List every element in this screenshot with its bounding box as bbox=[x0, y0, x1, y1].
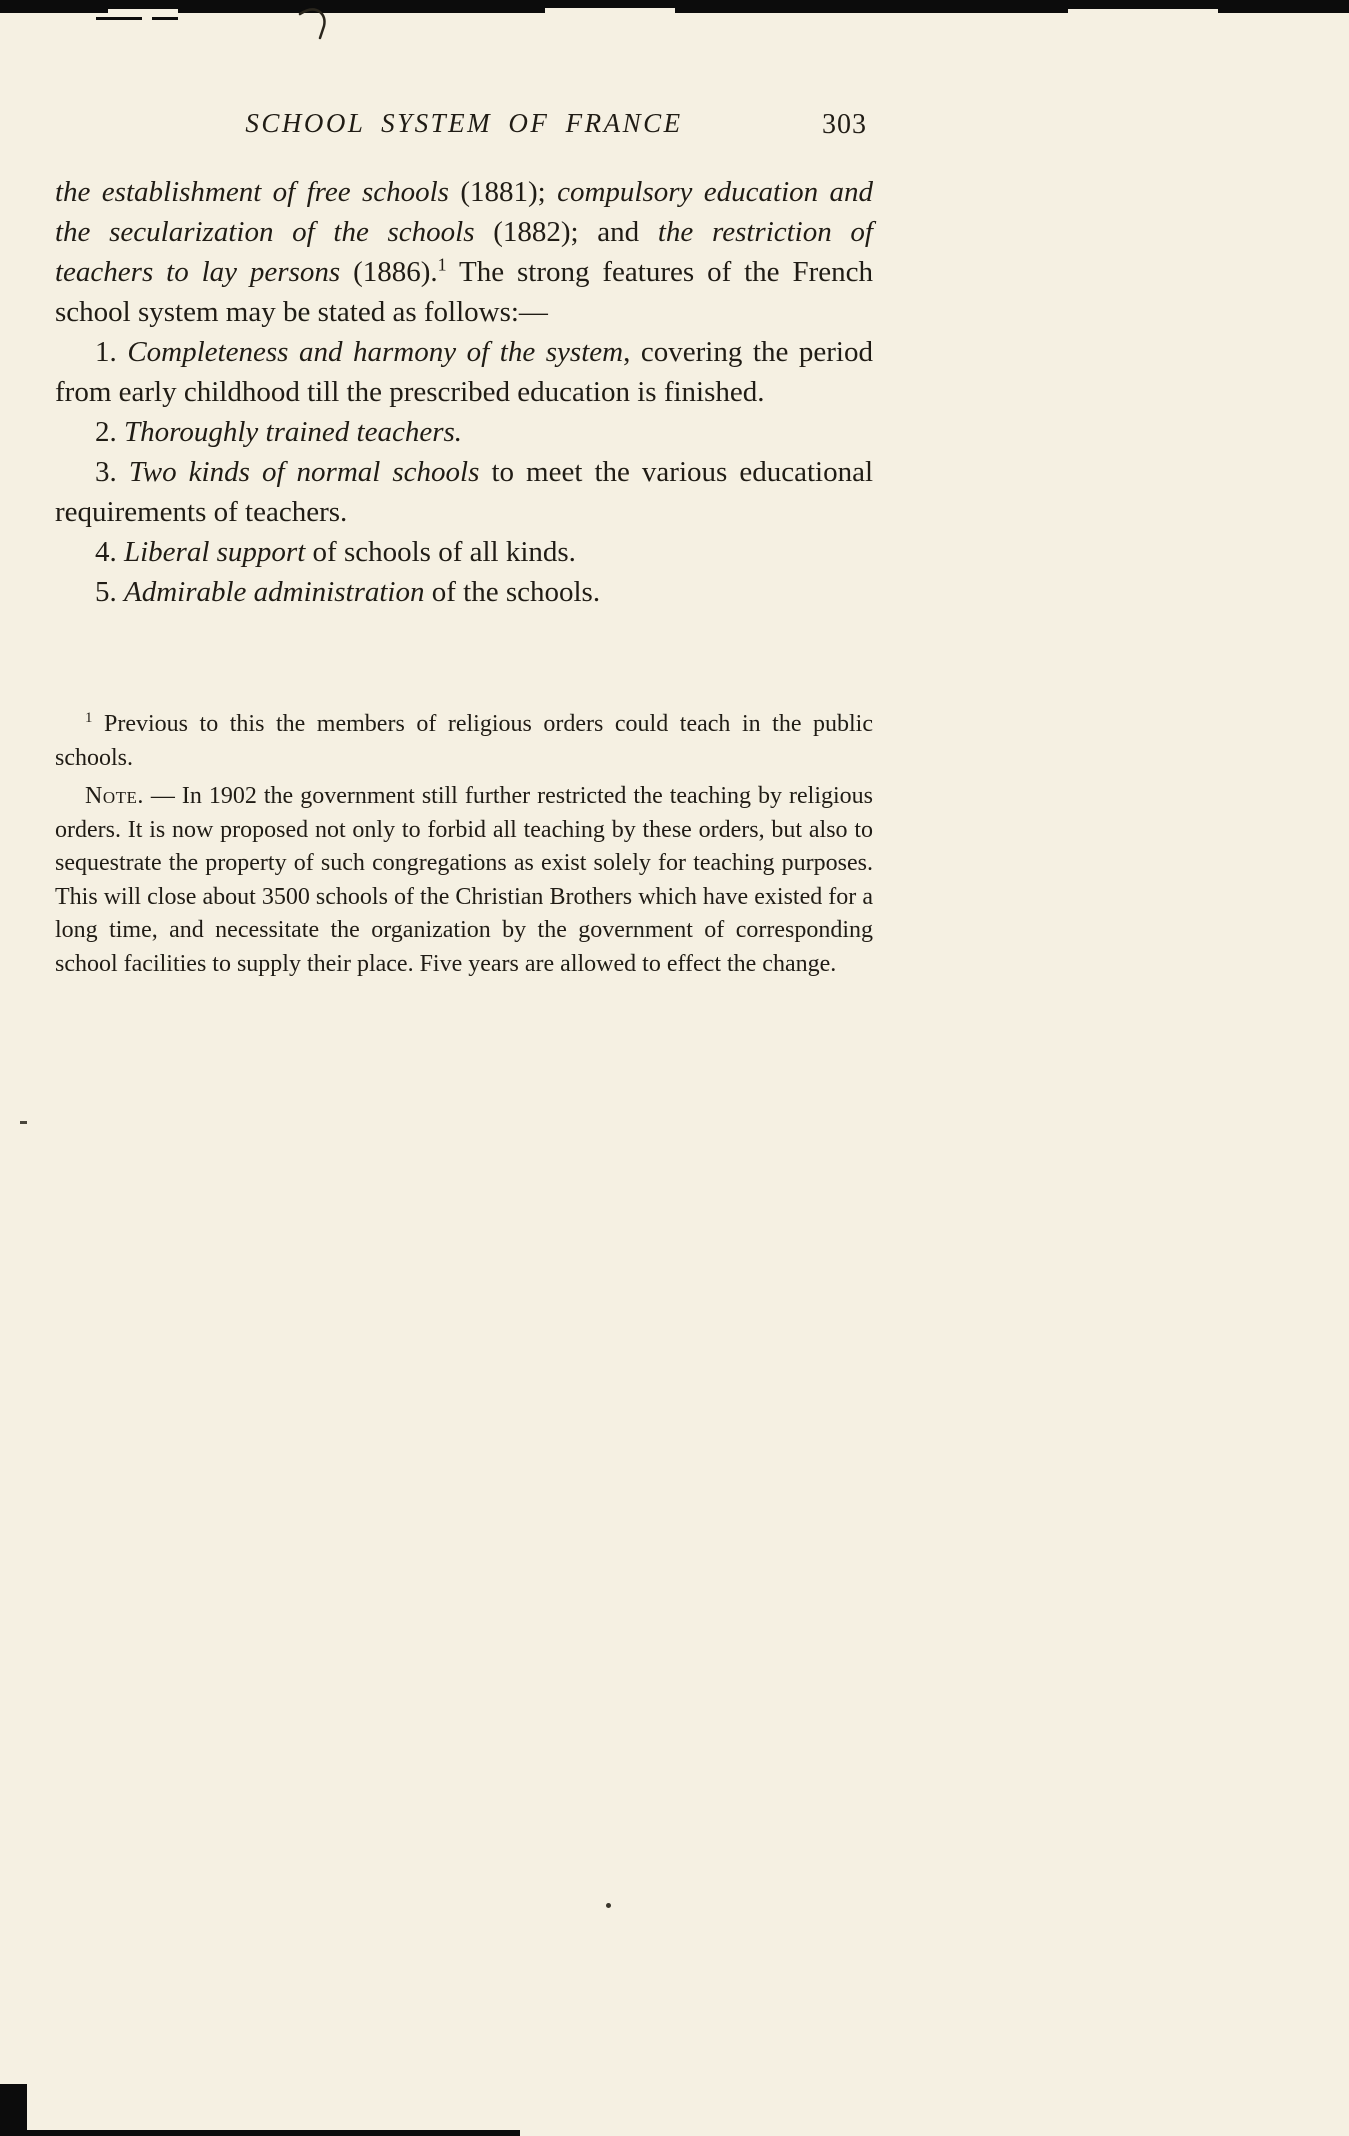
text-run: Admirable administration bbox=[124, 576, 425, 608]
paragraph bbox=[55, 780, 873, 981]
text-run: compulsory education and the secularization of the schools bbox=[55, 176, 874, 248]
body-text-block bbox=[55, 172, 873, 612]
text-run: to meet the various educational requirements of teachers. bbox=[55, 456, 874, 528]
scan-artifact-top-bar bbox=[0, 0, 1349, 13]
paragraph bbox=[55, 172, 873, 332]
text-run: of schools of all kinds. bbox=[305, 536, 576, 568]
scan-artifact-bottom-corner bbox=[0, 2084, 27, 2136]
footnotes-block bbox=[55, 708, 873, 981]
paragraph bbox=[55, 452, 873, 532]
paragraph bbox=[55, 532, 873, 572]
running-title: SCHOOL SYSTEM OF FRANCE bbox=[245, 108, 683, 138]
text-run: Two kinds of normal schools bbox=[128, 456, 480, 488]
scan-artifact-speck bbox=[606, 1903, 611, 1908]
text-run: Note. bbox=[85, 783, 144, 809]
scan-artifact-dash bbox=[152, 17, 178, 20]
paragraph bbox=[55, 572, 873, 612]
scan-artifact-speck bbox=[20, 1121, 27, 1124]
page-header bbox=[55, 108, 873, 150]
text-run: (1882); and bbox=[474, 216, 658, 248]
text-run: The strong features of the French school system may be stated as follows:— bbox=[55, 256, 873, 328]
paragraph bbox=[55, 412, 873, 452]
scan-bar-gap bbox=[1068, 9, 1218, 13]
text-run: Thoroughly trained teachers. bbox=[124, 416, 463, 448]
text-run: (1881); bbox=[448, 176, 558, 208]
scan-bar-gap bbox=[545, 8, 675, 13]
scan-artifact-dash bbox=[96, 17, 142, 20]
text-run: — In 1902 the government still further restricted the teaching by religious orders. It is now proposed not only to forbid all teaching by these orders, but also to sequestrate the property of such congregations as exist solely for teaching purposes. This will close about 3500 schools of the Christian Brothers which have existed for a long time, and necessitate the organization by the government of corresponding school facilities to supply their place. Five years are allowed to effect the change. bbox=[55, 783, 873, 977]
text-run: of the schools. bbox=[424, 576, 601, 608]
footnote-marker: 1 bbox=[437, 254, 447, 275]
text-run: 5. bbox=[95, 576, 124, 608]
text-run: the establishment of free schools bbox=[55, 176, 449, 208]
pen-mark-squiggle bbox=[296, 4, 340, 44]
text-run: 4. bbox=[95, 536, 124, 568]
page-number: 303 bbox=[822, 109, 867, 140]
text-run: Previous to this the members of religious orders could teach in the public schools. bbox=[55, 711, 873, 771]
text-run: Liberal support bbox=[124, 536, 306, 568]
text-run: Completeness and harmony of the system bbox=[127, 336, 624, 368]
text-run: , covering the period from early childhood till the prescribed education is finished. bbox=[55, 336, 873, 408]
text-run: 3. bbox=[95, 456, 129, 488]
footnote-marker: 1 bbox=[85, 710, 93, 726]
text-run: 2. bbox=[95, 416, 124, 448]
paragraph bbox=[55, 708, 873, 775]
text-run: (1886). bbox=[340, 256, 438, 288]
text-run: the restriction of teachers to lay persons bbox=[55, 216, 873, 288]
text-run: 1. bbox=[95, 336, 128, 368]
paragraph bbox=[55, 332, 873, 412]
scan-bar-gap bbox=[108, 9, 178, 13]
scan-artifact-bottom-strip bbox=[0, 2130, 520, 2136]
